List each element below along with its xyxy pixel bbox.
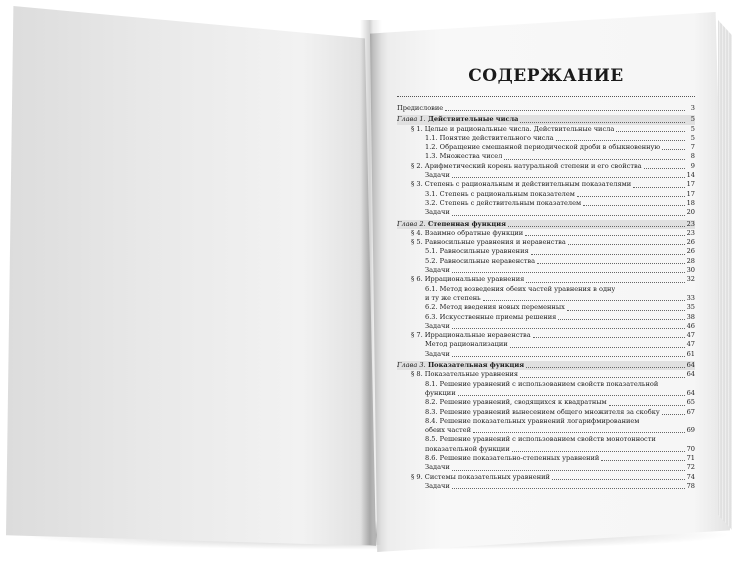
toc-page-number: 23: [686, 228, 695, 237]
toc-entry-row: [397, 125, 695, 134]
toc-page-number: 33: [686, 293, 695, 302]
table-of-contents: [397, 66, 695, 491]
toc-entry-title: § 8. Показательные уравнения: [411, 370, 519, 379]
toc-entry-title: 1.2. Обращение смешанной периодической дроби в обыкновенную: [425, 143, 661, 152]
toc-entry-row: [397, 199, 695, 208]
toc-entry-row: [397, 370, 695, 379]
dot-leader: [567, 310, 685, 311]
toc-entry-row: [397, 208, 695, 217]
toc-page-number: 72: [686, 463, 695, 472]
dot-leader: [510, 347, 685, 348]
dot-leader: [525, 235, 685, 236]
dot-leader: [616, 131, 685, 132]
dot-leader: [504, 159, 685, 160]
toc-entry-title: 1.1. Понятие действительного числа: [425, 133, 554, 142]
toc-entry-row: [397, 247, 695, 256]
toc-entry-title: 8.6. Решение показательно-степенных уравнений: [425, 453, 600, 462]
dot-leader: [537, 263, 685, 264]
dot-leader: [452, 356, 685, 357]
toc-entry-row: [397, 294, 695, 303]
dot-leader: [662, 149, 685, 150]
toc-entry-title: 3.1. Степень с рациональным показателем: [425, 189, 575, 198]
toc-chapter-title: [397, 220, 506, 229]
dot-leader: [568, 244, 685, 245]
toc-page-number: 5: [690, 115, 695, 124]
dot-leader: [531, 254, 685, 255]
toc-chapter-row: [397, 220, 695, 229]
chapter-number: Глава 1.: [397, 115, 426, 124]
toc-entry-row: [397, 463, 695, 472]
dot-leader: [452, 177, 685, 178]
dot-leader: [445, 110, 685, 111]
dot-leader: [601, 460, 684, 461]
toc-page-number: 74: [686, 472, 695, 481]
toc-entry-title: Задачи: [425, 481, 450, 490]
toc-page-number: 17: [686, 180, 695, 189]
dot-leader: [508, 226, 685, 227]
dot-leader: [452, 272, 685, 273]
left-page: [6, 6, 376, 546]
toc-page-number: 20: [686, 208, 695, 217]
toc-entry-row: [397, 285, 695, 294]
dot-leader: [452, 470, 685, 471]
dot-leader: [520, 122, 685, 123]
toc-page-number: 47: [686, 331, 695, 340]
toc-entry-row: [397, 190, 695, 199]
toc-entry-title: § 1. Целые и рациональные числа. Действительные числа: [411, 124, 615, 133]
toc-entry-title: Задачи: [425, 349, 450, 358]
toc-page-number: 61: [686, 349, 695, 358]
toc-chapter-row: [397, 361, 695, 370]
toc-entry-title: 8.3. Решение уравнений вынесением общего множителя за скобку: [425, 407, 660, 416]
toc-page-number: 32: [686, 275, 695, 284]
dot-leader: [577, 196, 685, 197]
dot-leader: [483, 300, 685, 301]
toc-entry-row: [397, 303, 695, 312]
toc-page-number: 78: [686, 481, 695, 490]
toc-entry-row: [397, 445, 695, 454]
toc-entry-row: [397, 152, 695, 161]
toc-entry-row: [397, 180, 695, 189]
toc-page-number: 64: [686, 388, 695, 397]
dot-leader: [473, 432, 685, 433]
toc-entry-row: [397, 229, 695, 238]
toc-entry-row: [397, 266, 695, 275]
toc-page-number: 14: [686, 171, 695, 180]
toc-page-number: 7: [690, 143, 695, 152]
toc-entry-title: 6.3. Искусственные приемы решения: [425, 312, 557, 321]
toc-entry-row: [397, 389, 695, 398]
toc-page-number: 30: [686, 266, 695, 275]
toc-page-number: 71: [686, 453, 695, 462]
toc-page-number: 26: [686, 238, 695, 247]
chapter-number: Глава 2.: [397, 219, 426, 228]
toc-page-number: 26: [686, 247, 695, 256]
toc-entry-title: 8.4. Решение показательных уравнений логарифмированием: [425, 416, 640, 425]
dot-leader: [556, 140, 685, 141]
toc-entry-title: функции: [425, 388, 456, 397]
dot-leader: [512, 451, 685, 452]
toc-entry-row: [397, 134, 695, 143]
toc-page-number: 35: [686, 303, 695, 312]
title-rule: [397, 96, 695, 100]
toc-entry-row: [397, 340, 695, 349]
toc-page-number: 5: [690, 133, 695, 142]
toc-entry-title: 1.3. Множества чисел: [425, 152, 503, 161]
toc-entry-title: 5.2. Равносильные неравенства: [425, 256, 536, 265]
toc-entry-row: [397, 143, 695, 152]
toc-page-number: 23: [686, 219, 695, 228]
dot-leader: [458, 395, 685, 396]
toc-entry-title: § 5. Равносильные уравнения и неравенства: [411, 238, 566, 247]
toc-page-number: 69: [686, 426, 695, 435]
toc-page-number: 38: [686, 312, 695, 321]
toc-entry-row: [397, 482, 695, 491]
toc-entry-row: [397, 350, 695, 359]
toc-entry-title: Задачи: [425, 208, 450, 217]
toc-entry-title: 8.2. Решение уравнений, сводящихся к квадратным: [425, 398, 607, 407]
dot-leader: [520, 377, 685, 378]
toc-page-number: 67: [686, 407, 695, 416]
toc-entry-row: [397, 426, 695, 435]
toc-entry-title: 5.1. Равносильные уравнения: [425, 247, 529, 256]
toc-entry-row: [397, 257, 695, 266]
dot-leader: [452, 488, 685, 489]
toc-list: [397, 104, 695, 491]
toc-entry-row: [397, 275, 695, 284]
dot-leader: [662, 414, 685, 415]
toc-page-number: 17: [686, 189, 695, 198]
toc-chapter-title: [397, 361, 524, 370]
toc-entry-title: Задачи: [425, 321, 450, 330]
toc-page-number: 18: [686, 198, 695, 207]
toc-entry-row: [397, 473, 695, 482]
dot-leader: [526, 367, 684, 368]
toc-entry-row: [397, 417, 695, 426]
toc-entry-row: [397, 162, 695, 171]
dot-leader: [452, 215, 685, 216]
toc-entry-title: § 6. Иррациональные уравнения: [411, 275, 525, 284]
dot-leader: [558, 319, 684, 320]
dot-leader: [452, 328, 685, 329]
toc-entry-title: Метод рационализации: [425, 340, 508, 349]
toc-page-number: 28: [686, 256, 695, 265]
toc-entry-title: Задачи: [425, 171, 450, 180]
chapter-name: Действительные числа: [425, 115, 519, 124]
toc-entry-row: [397, 435, 695, 444]
toc-entry-title: 8.1. Решение уравнений с использованием свойств показательной: [425, 379, 659, 388]
toc-entry-title: § 4. Взаимно обратные функции: [411, 228, 524, 237]
toc-entry-title: 8.5. Решение уравнений с использованием свойств монотонности: [425, 435, 656, 444]
toc-page-number: 64: [686, 370, 695, 379]
toc-entry-row: [397, 313, 695, 322]
toc-page-number: 65: [686, 398, 695, 407]
toc-entry-row: [397, 238, 695, 247]
toc-page-number: 70: [686, 444, 695, 453]
dot-leader: [609, 405, 685, 406]
toc-entry-title: § 2. Арифметический корень натуральной степени и его свойства: [411, 161, 642, 170]
toc-entry-title: § 3. Степень с рациональным и действительным показателями: [411, 180, 632, 189]
toc-entry-row: [397, 331, 695, 340]
page-edges: [718, 20, 732, 530]
toc-page-number: 3: [690, 104, 695, 112]
toc-entry-title: Предисловие: [397, 104, 444, 112]
toc-entry-row: [397, 454, 695, 463]
toc-page-number: 5: [690, 124, 695, 133]
toc-page-number: 64: [686, 361, 695, 370]
chapter-number: Глава 3.: [397, 361, 426, 370]
toc-entry-title: Задачи: [425, 463, 450, 472]
dot-leader: [633, 187, 684, 188]
toc-entry-title: 6.2. Метод введения новых переменных: [425, 303, 565, 312]
toc-entry-row: [397, 171, 695, 180]
toc-entry-row: [397, 104, 695, 113]
toc-entry-title: обеих частей: [425, 426, 471, 435]
toc-chapter-row: [397, 115, 695, 124]
dot-leader: [533, 337, 685, 338]
toc-entry-row: [397, 408, 695, 417]
toc-title: СОДЕРЖАНИЕ: [468, 66, 624, 86]
toc-chapter-title: [397, 115, 518, 124]
toc-entry-title: § 9. Системы показательных уравнений: [411, 472, 550, 481]
toc-page-number: 8: [690, 152, 695, 161]
dot-leader: [552, 479, 685, 480]
toc-entry-title: 3.2. Степень с действительным показателем: [425, 198, 582, 207]
book-spine: [360, 20, 382, 545]
toc-entry-row: [397, 398, 695, 407]
toc-page-number: 9: [690, 161, 695, 170]
toc-entry-title: показательной функции: [425, 444, 510, 453]
toc-entry-title: и ту же степень: [425, 293, 481, 302]
chapter-name: Показательная функция: [425, 361, 525, 370]
toc-entry-title: Задачи: [425, 266, 450, 275]
dot-leader: [644, 168, 685, 169]
toc-entry-row: [397, 322, 695, 331]
toc-page-number: 47: [686, 340, 695, 349]
chapter-name: Степенная функция: [425, 219, 506, 228]
toc-entry-title: 6.1. Метод возведения обеих частей уравнения в одну: [425, 284, 616, 293]
dot-leader: [583, 205, 684, 206]
toc-entry-row: [397, 380, 695, 389]
dot-leader: [526, 282, 684, 283]
toc-entry-title: § 7. Иррациональные неравенства: [411, 331, 531, 340]
toc-page-number: 46: [686, 321, 695, 330]
